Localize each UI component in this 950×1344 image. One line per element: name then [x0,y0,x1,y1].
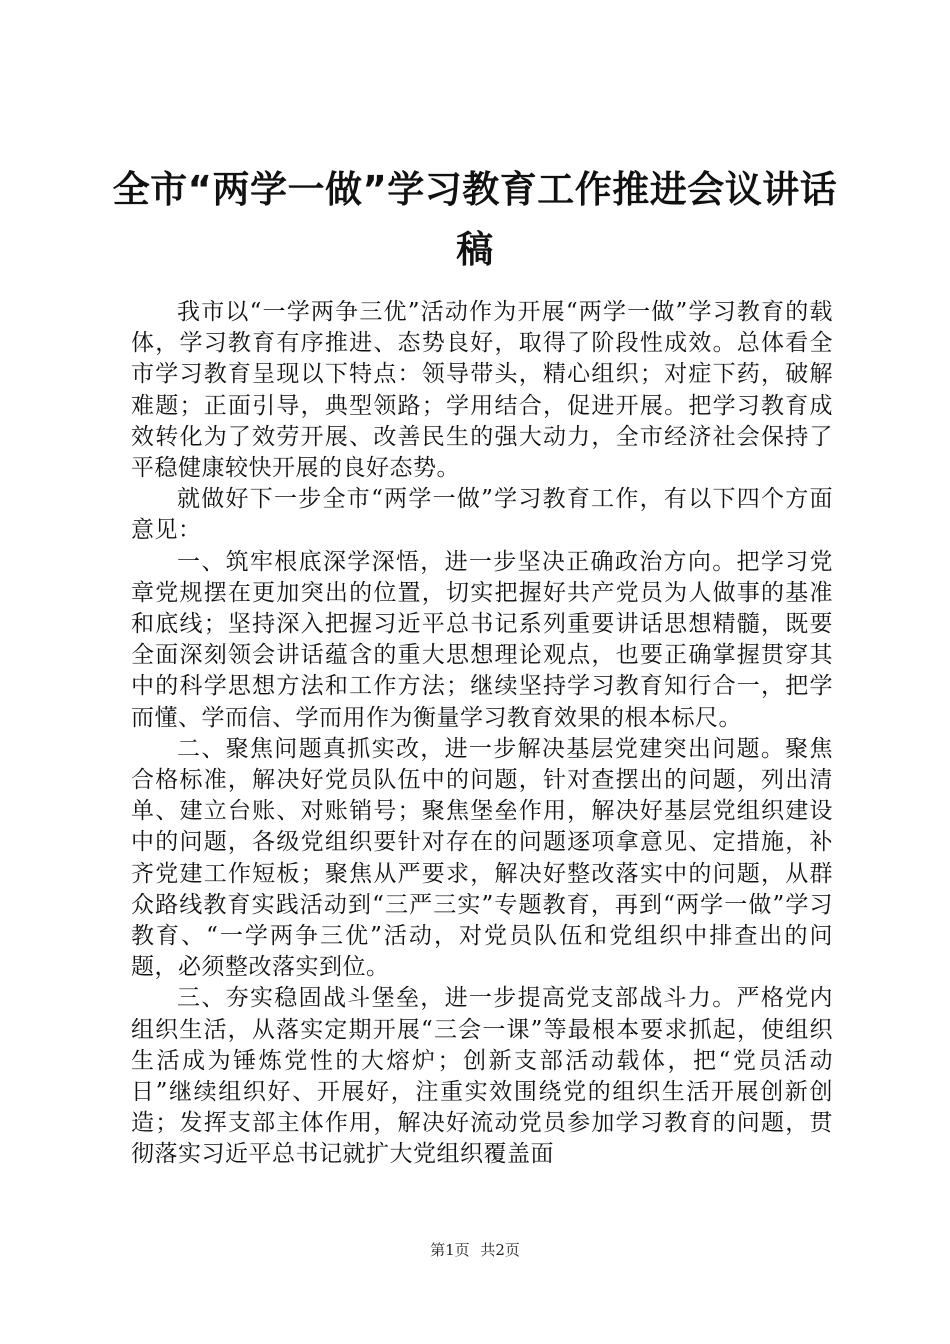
document-body [131,297,833,1171]
page-number: 第1页 [430,1241,470,1259]
paragraph: 二、聚焦问题真抓实改，进一步解决基层党建突出问题。聚焦合格标准，解决好党员队伍中的问题，针对查摆出的问题，列出清单、建立台账、对账销号；聚焦堡垒作用，解决好基层党组织建设中的问题，各级党组织要针对存在的问题逐项拿意见、定措施，补齐党建工作短板；聚焦从严要求，解决好整改落实中的问题，从群众路线教育实践活动到“三严三实”专题教育，再到“两学一做”学习教育、“一学两争三优”活动，对党员队伍和党组织中排查出的问题，必须整改落实到位。 [131,735,833,981]
page-footer [0,1240,950,1260]
paragraph: 我市以“一学两争三优”活动作为开展“两学一做”学习教育的载体，学习教育有序推进、态势良好，取得了阶段性成效。总体看全市学习教育呈现以下特点：领导带头，精心组织；对症下药，破解难题；正面引导，典型领路；学用结合，促进开展。把学习教育成效转化为了效劳开展、改善民生的强大动力，全市经济社会保持了平稳健康较快开展的良好态势。 [131,299,833,482]
page-total: 共2页 [480,1241,520,1259]
document-title: 全市“两学一做”学习教育工作推进会议讲话稿 [112,168,838,271]
paragraph: 一、筑牢根底深学深悟，进一步坚决正确政治方向。把学习党章党规摆在更加突出的位置，切实把握好共产党员为人做事的基准和底线；坚持深入把握习近平总书记系列重要讲话思想精髓，既要全面深刻领会讲话蕴含的重大思想理论观点，也要正确掌握贯穿其中的科学思想方法和工作方法；继续坚持学习教育知行合一，把学而懂、学而信、学而用作为衡量学习教育效果的根本标尺。 [131,548,833,731]
paragraph: 三、夯实稳固战斗堡垒，进一步提高党支部战斗力。严格党内组织生活，从落实定期开展“三会一课”等最根本要求抓起，使组织生活成为锤炼党性的大熔炉；创新支部活动载体，把“党员活动日”继续组织好、开展好，注重实效围绕党的组织生活开展创新创造；发挥支部主体作用，解决好流动党员参加学习教育的问题，贯彻落实习近平总书记就扩大党组织覆盖面 [131,985,833,1168]
paragraph: 就做好下一步全市“两学一做”学习教育工作，有以下四个方面意见： [131,486,833,544]
